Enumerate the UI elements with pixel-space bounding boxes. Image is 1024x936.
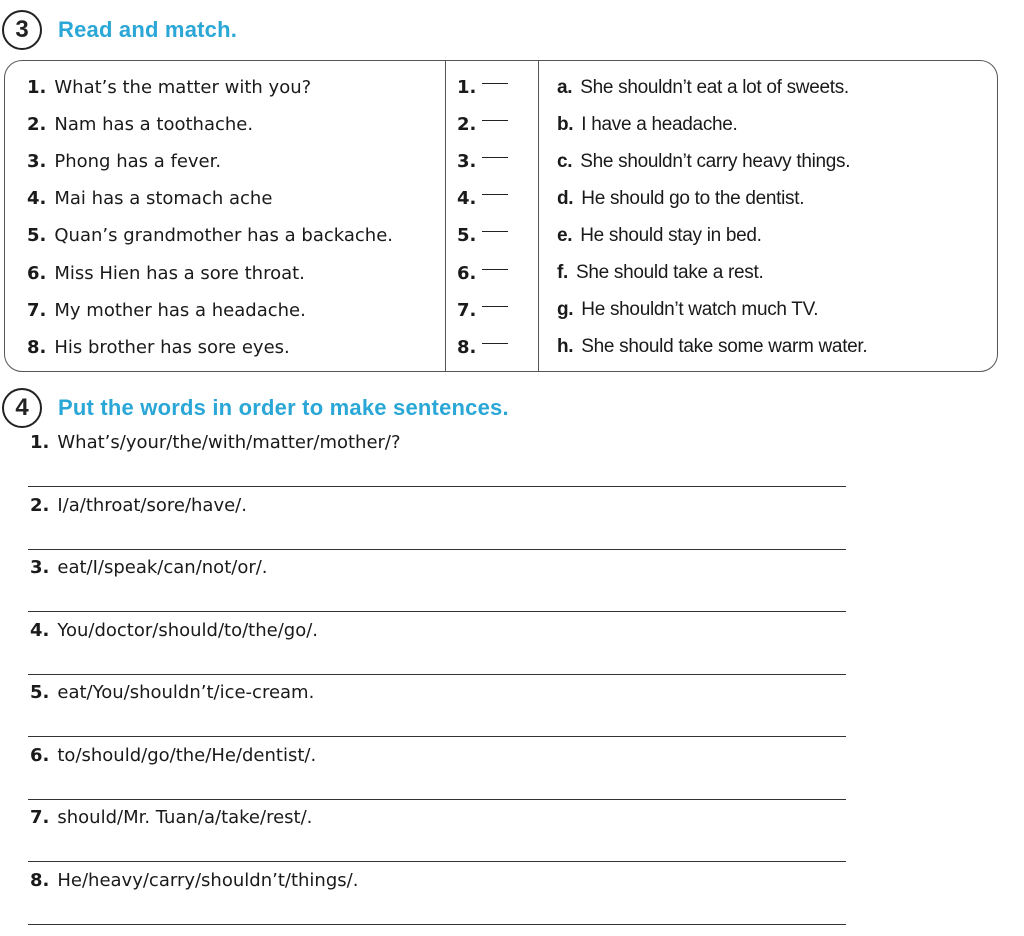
answer-line[interactable] [28,611,846,612]
question-number: 5. [27,225,47,247]
answer-blank[interactable] [457,106,508,143]
question-text: My mother has a headache. [54,299,306,321]
question-number: 2. [27,114,47,136]
answer-blank[interactable] [457,69,508,106]
item-number: 1. [30,432,50,453]
answer-line[interactable] [28,486,846,487]
answer-letter: c. [557,150,573,172]
question-number: 7. [27,299,47,321]
answer-letter: d. [557,187,574,209]
question-row [27,143,221,180]
answer-blank[interactable] [457,255,508,292]
item-words: He/heavy/carry/shouldn’t/things/. [57,869,359,891]
answer-letter: f. [557,262,569,283]
section-title: Put the words in order to make sentences. [58,395,509,420]
answer-text: She should take some warm water. [581,336,868,358]
section-number-badge: 3 [2,10,42,50]
item-words: You/doctor/should/to/the/go/. [57,619,318,641]
question-number: 3. [27,151,47,173]
question-number: 6. [27,262,47,284]
answer-letter: g. [557,299,574,321]
ordering-item [30,432,401,453]
question-row [27,217,393,254]
question-number: 4. [27,188,47,210]
question-text: Phong has a fever. [54,151,222,173]
item-number: 4. [30,619,50,641]
item-words: eat/I/speak/can/not/or/. [57,557,268,578]
blank-line[interactable] [482,343,508,344]
blank-line[interactable] [482,157,508,158]
answer-option [557,217,762,254]
answer-line[interactable] [28,799,846,800]
answer-line[interactable] [28,736,846,737]
item-words: should/Mr. Tuan/a/take/rest/. [57,807,313,828]
item-words: to/should/go/the/He/dentist/. [57,744,317,766]
answer-line[interactable] [28,861,846,862]
item-number: 2. [30,494,50,516]
answer-text: She shouldn’t carry heavy things. [580,150,851,172]
question-number: 8. [27,336,47,358]
answer-text: I have a headache. [581,113,738,135]
answer-line[interactable] [28,674,846,675]
ordering-item [30,682,314,703]
answer-letter: b. [557,113,574,135]
ordering-item [30,745,316,766]
question-text: His brother has sore eyes. [54,336,290,358]
answer-option [557,180,804,217]
answer-option [557,69,849,106]
question-number: 1. [27,77,47,98]
match-table [4,60,998,372]
answer-option [557,255,763,292]
item-number: 7. [30,807,50,828]
blank-line[interactable] [482,231,508,232]
blank-number: 7. [457,299,477,321]
blank-line[interactable] [482,120,508,121]
answer-text: He should stay in bed. [580,224,762,246]
ordering-item [30,620,318,641]
ordering-item [30,557,268,578]
question-row [27,69,311,106]
question-text: What’s the matter with you? [54,77,312,98]
answer-blank[interactable] [457,329,508,366]
question-row [27,180,272,217]
answer-text: He should go to the dentist. [581,187,805,209]
answer-line[interactable] [28,549,846,550]
blank-number: 8. [457,336,477,358]
question-text: Quan’s grandmother has a backache. [54,225,393,247]
section-title: Read and match. [58,17,238,42]
question-text: Nam has a toothache. [54,114,254,136]
question-text: Miss Hien has a sore throat. [54,262,305,284]
answer-option [557,106,738,143]
question-row [27,292,306,329]
blank-number: 3. [457,151,477,173]
blank-line[interactable] [482,83,508,84]
blank-line[interactable] [482,269,508,270]
item-words: What’s/your/the/with/matter/mother/? [57,432,401,453]
section-number-badge: 4 [2,388,42,428]
answer-text: She shouldn’t eat a lot of sweets. [580,76,849,98]
blank-line[interactable] [482,194,508,195]
answer-option [557,143,850,180]
answer-option [557,292,818,329]
column-divider [445,61,446,371]
question-row [27,329,290,366]
answer-text: He shouldn’t watch much TV. [581,299,819,321]
blank-number: 6. [457,262,477,284]
answer-text: She should take a rest. [576,262,764,283]
column-divider [538,61,539,371]
item-words: eat/You/shouldn’t/ice-cream. [57,682,315,703]
answer-blank[interactable] [457,143,508,180]
answer-letter: h. [557,336,574,358]
item-number: 5. [30,682,50,703]
answer-blank[interactable] [457,217,508,254]
item-words: I/a/throat/sore/have/. [57,494,247,516]
answer-blank[interactable] [457,292,508,329]
answer-blank[interactable] [457,180,508,217]
answer-letter: a. [557,76,573,98]
question-row [27,255,305,292]
answer-option [557,329,867,366]
blank-number: 2. [457,114,477,136]
item-number: 8. [30,869,50,891]
section-4-header [2,388,509,428]
answer-line[interactable] [28,924,846,925]
ordering-item [30,807,312,828]
blank-number: 4. [457,188,477,210]
blank-number: 5. [457,225,477,247]
question-text: Mai has a stomach ache [54,188,273,210]
item-number: 3. [30,557,50,578]
blank-number: 1. [457,77,477,98]
section-3-header [2,10,237,50]
question-row [27,106,253,143]
blank-line[interactable] [482,306,508,307]
ordering-item [30,870,358,891]
answer-letter: e. [557,224,573,246]
ordering-item [30,495,247,516]
item-number: 6. [30,744,50,766]
